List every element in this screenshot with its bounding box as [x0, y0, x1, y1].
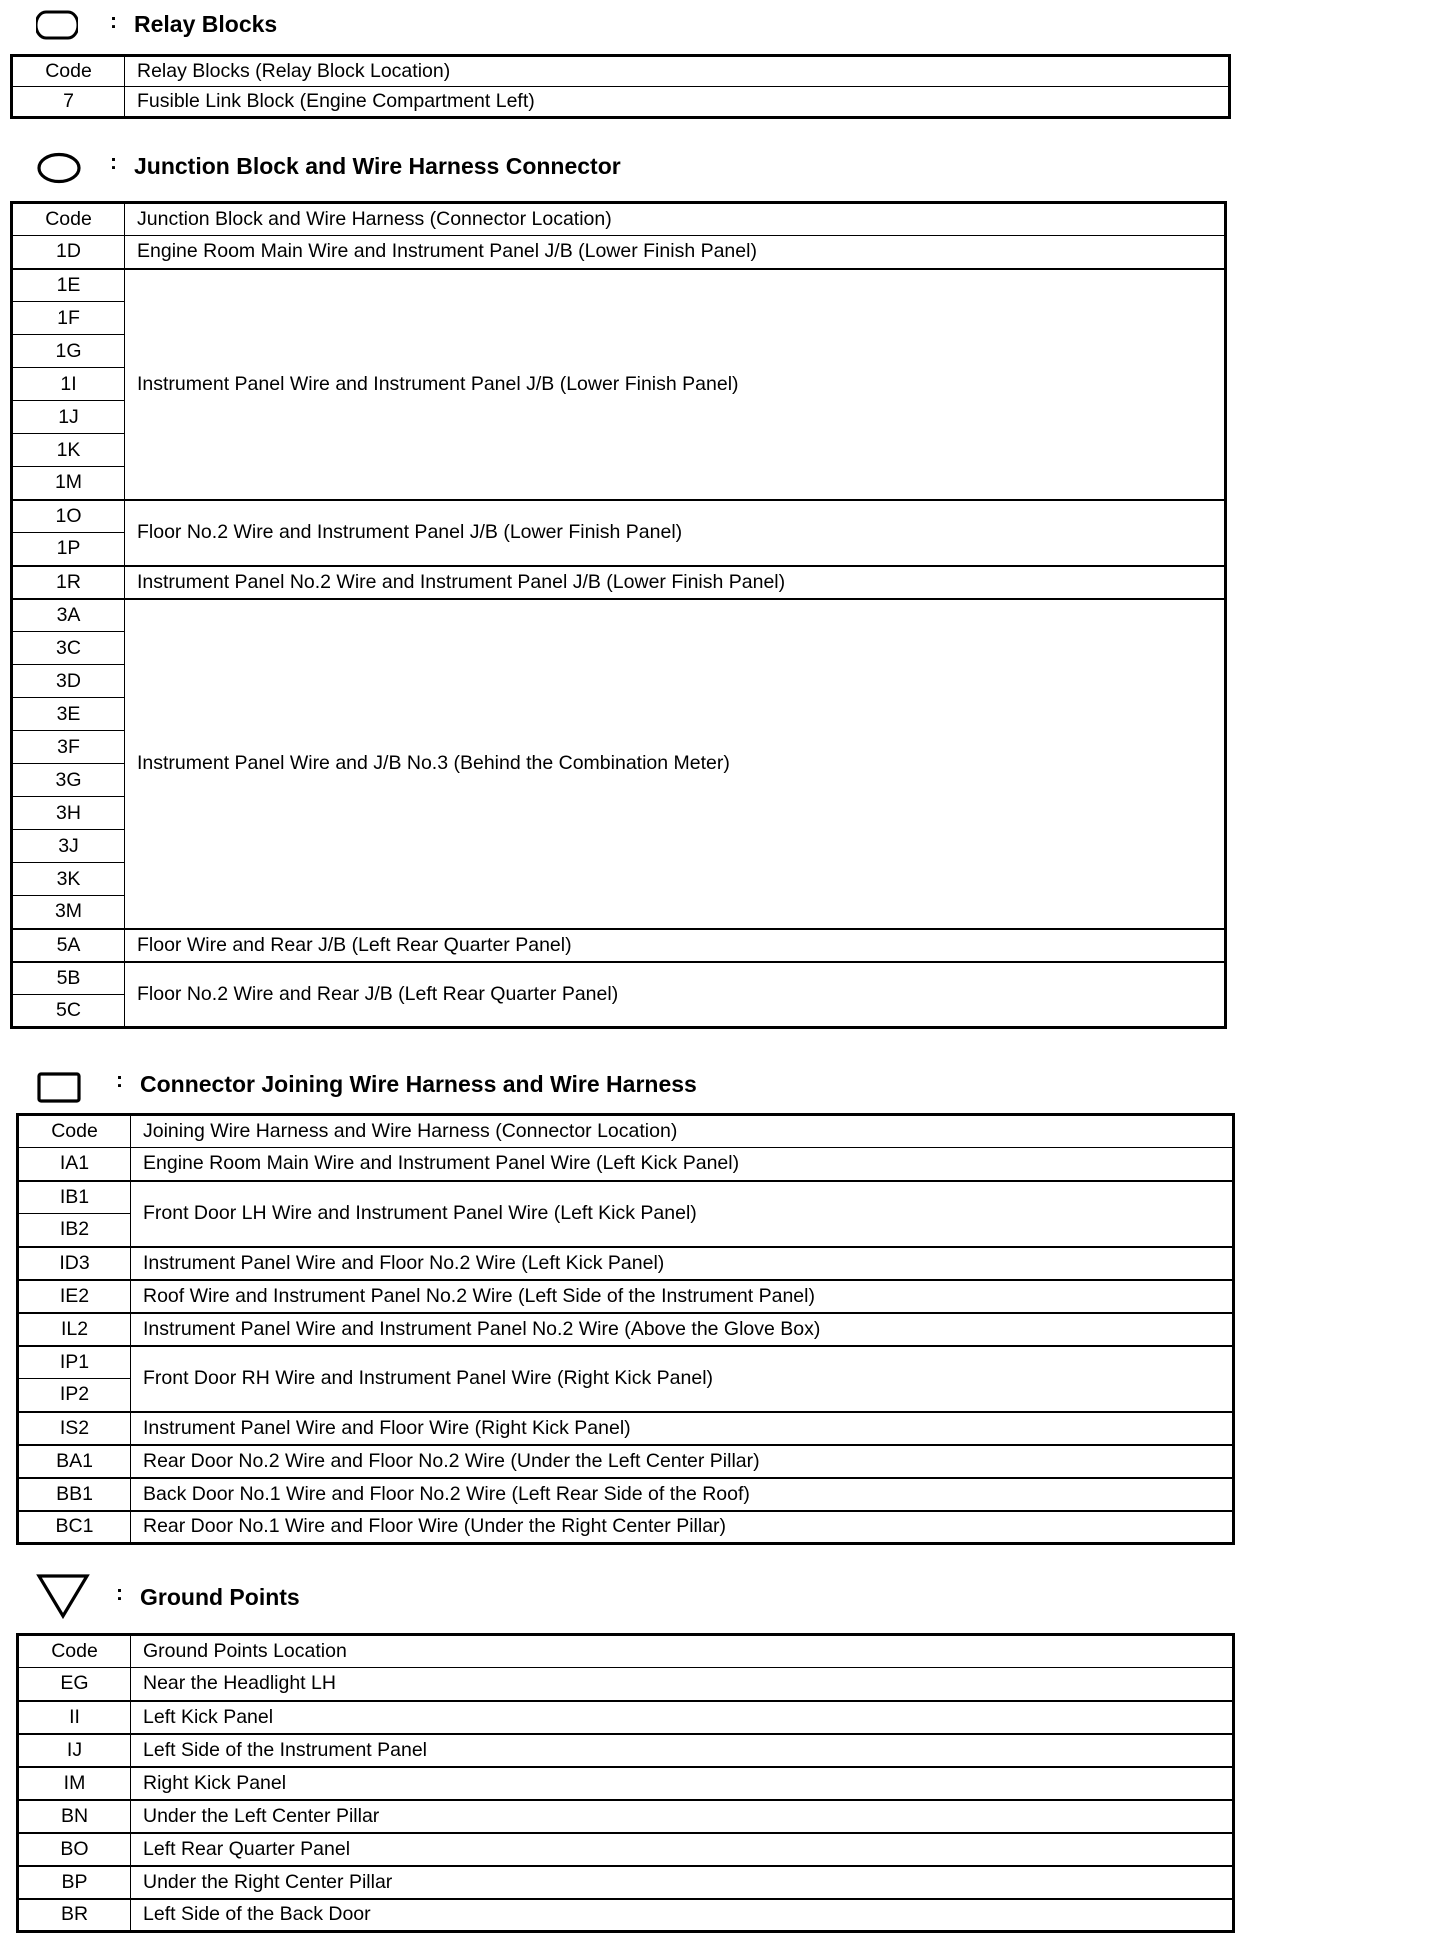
- code-cell: IS2: [18, 1412, 131, 1445]
- code-cell: IP2: [18, 1379, 131, 1412]
- ground-points-title: Ground Points: [140, 1584, 300, 1610]
- code-cell: 5A: [12, 929, 125, 962]
- code-cell: IM: [18, 1767, 131, 1800]
- relay-blocks-colon: :: [110, 10, 117, 33]
- code-cell: 3F: [12, 731, 125, 764]
- table-row: [18, 1313, 1234, 1346]
- code-cell: 1O: [12, 500, 125, 533]
- description-cell: Floor No.2 Wire and Rear J/B (Left Rear Quarter Panel): [125, 962, 1226, 1028]
- code-cell: 3D: [12, 665, 125, 698]
- table-row: [18, 1833, 1234, 1866]
- table-row: [18, 1701, 1234, 1734]
- description-cell: Right Kick Panel: [131, 1767, 1234, 1800]
- description-cell: Left Rear Quarter Panel: [131, 1833, 1234, 1866]
- ground-points-colon: :: [116, 1582, 123, 1605]
- connector-colon: :: [116, 1069, 123, 1092]
- code-cell: IJ: [18, 1734, 131, 1767]
- description-cell: Front Door RH Wire and Instrument Panel Wire (Right Kick Panel): [131, 1346, 1234, 1412]
- code-cell: 3J: [12, 830, 125, 863]
- table-row: [18, 1478, 1234, 1511]
- code-cell: 1P: [12, 533, 125, 566]
- code-cell: 3K: [12, 863, 125, 896]
- description-cell: Under the Left Center Pillar: [131, 1800, 1234, 1833]
- description-cell: Fusible Link Block (Engine Compartment Left): [125, 87, 1230, 118]
- code-cell: 3M: [12, 896, 125, 929]
- description-cell: Floor Wire and Rear J/B (Left Rear Quarter Panel): [125, 929, 1226, 962]
- table-row: [18, 1148, 1234, 1181]
- code-cell: 3C: [12, 632, 125, 665]
- code-cell: EG: [18, 1668, 131, 1701]
- table-row: [18, 1734, 1234, 1767]
- code-cell: 7: [12, 87, 125, 118]
- description-header: Ground Points Location: [131, 1635, 1234, 1668]
- description-cell: Left Side of the Back Door: [131, 1899, 1234, 1932]
- code-cell: 1D: [12, 236, 125, 269]
- junction-block-header: [0, 147, 1440, 187]
- table-row: [18, 1511, 1234, 1544]
- description-cell: Front Door LH Wire and Instrument Panel Wire (Left Kick Panel): [131, 1181, 1234, 1247]
- code-cell: 1M: [12, 467, 125, 500]
- code-cell: 1I: [12, 368, 125, 401]
- code-cell: 5B: [12, 962, 125, 995]
- code-cell: ID3: [18, 1247, 131, 1280]
- description-cell: Under the Right Center Pillar: [131, 1866, 1234, 1899]
- table-row: [12, 962, 1226, 995]
- description-cell: Instrument Panel Wire and Instrument Panel J/B (Lower Finish Panel): [125, 269, 1226, 500]
- table-row: [12, 87, 1230, 118]
- description-cell: Left Kick Panel: [131, 1701, 1234, 1734]
- code-cell: 1G: [12, 335, 125, 368]
- description-cell: Engine Room Main Wire and Instrument Panel Wire (Left Kick Panel): [131, 1148, 1234, 1181]
- description-cell: Engine Room Main Wire and Instrument Panel J/B (Lower Finish Panel): [125, 236, 1226, 269]
- table-row: [18, 1445, 1234, 1478]
- ground-points-table: [16, 1633, 1235, 1933]
- description-cell: Instrument Panel Wire and Floor No.2 Wire (Left Kick Panel): [131, 1247, 1234, 1280]
- code-cell: 3G: [12, 764, 125, 797]
- table-header-row: [18, 1115, 1234, 1148]
- table-header-row: [12, 56, 1230, 87]
- description-cell: Left Side of the Instrument Panel: [131, 1734, 1234, 1767]
- table-row: [12, 599, 1226, 632]
- description-cell: Back Door No.1 Wire and Floor No.2 Wire (Left Rear Side of the Roof): [131, 1478, 1234, 1511]
- code-cell: BP: [18, 1866, 131, 1899]
- relay-blocks-header: [0, 4, 1440, 44]
- code-cell: BC1: [18, 1511, 131, 1544]
- description-cell: Instrument Panel No.2 Wire and Instrument Panel J/B (Lower Finish Panel): [125, 566, 1226, 599]
- table-row: [18, 1800, 1234, 1833]
- code-cell: II: [18, 1701, 131, 1734]
- code-header: Code: [18, 1115, 131, 1148]
- description-cell: Rear Door No.1 Wire and Floor Wire (Under the Right Center Pillar): [131, 1511, 1234, 1544]
- table-row: [18, 1899, 1234, 1932]
- table-header-row: [12, 203, 1226, 236]
- description-cell: Instrument Panel Wire and Floor Wire (Right Kick Panel): [131, 1412, 1234, 1445]
- table-row: [12, 566, 1226, 599]
- code-header: Code: [18, 1635, 131, 1668]
- table-row: [18, 1346, 1234, 1379]
- table-header-row: [18, 1635, 1234, 1668]
- code-cell: IL2: [18, 1313, 131, 1346]
- code-cell: 3E: [12, 698, 125, 731]
- code-cell: IB1: [18, 1181, 131, 1214]
- code-header: Code: [12, 203, 125, 236]
- connector-title: Connector Joining Wire Harness and Wire Harness: [140, 1071, 697, 1097]
- description-cell: Instrument Panel Wire and J/B No.3 (Behind the Combination Meter): [125, 599, 1226, 929]
- table-row: [12, 269, 1226, 302]
- oval-icon: [36, 151, 82, 185]
- code-cell: 5C: [12, 995, 125, 1028]
- junction-block-colon: :: [110, 151, 117, 174]
- table-row: [12, 236, 1226, 269]
- code-cell: 1R: [12, 566, 125, 599]
- description-header: Junction Block and Wire Harness (Connector Location): [125, 203, 1226, 236]
- code-cell: BR: [18, 1899, 131, 1932]
- code-header: Code: [12, 56, 125, 87]
- description-header: Joining Wire Harness and Wire Harness (Connector Location): [131, 1115, 1234, 1148]
- description-cell: Floor No.2 Wire and Instrument Panel J/B (Lower Finish Panel): [125, 500, 1226, 566]
- table-row: [12, 929, 1226, 962]
- code-cell: 3A: [12, 599, 125, 632]
- code-cell: 1J: [12, 401, 125, 434]
- rectangle-icon: [36, 1071, 82, 1105]
- code-cell: 1K: [12, 434, 125, 467]
- code-cell: IB2: [18, 1214, 131, 1247]
- triangle-down-icon: [36, 1572, 90, 1620]
- rounded-oval-icon: [36, 10, 78, 40]
- table-row: [18, 1412, 1234, 1445]
- description-header: Relay Blocks (Relay Block Location): [125, 56, 1230, 87]
- table-row: [18, 1280, 1234, 1313]
- table-row: [12, 500, 1226, 533]
- code-cell: BN: [18, 1800, 131, 1833]
- table-row: [18, 1181, 1234, 1214]
- description-cell: Instrument Panel Wire and Instrument Panel No.2 Wire (Above the Glove Box): [131, 1313, 1234, 1346]
- description-cell: Near the Headlight LH: [131, 1668, 1234, 1701]
- connector-header: [0, 1065, 1440, 1105]
- table-row: [18, 1767, 1234, 1800]
- code-cell: 1F: [12, 302, 125, 335]
- code-cell: IA1: [18, 1148, 131, 1181]
- description-cell: Rear Door No.2 Wire and Floor No.2 Wire (Under the Left Center Pillar): [131, 1445, 1234, 1478]
- code-cell: BA1: [18, 1445, 131, 1478]
- code-cell: BO: [18, 1833, 131, 1866]
- table-row: [18, 1247, 1234, 1280]
- code-cell: BB1: [18, 1478, 131, 1511]
- code-cell: IE2: [18, 1280, 131, 1313]
- code-cell: IP1: [18, 1346, 131, 1379]
- junction-block-title: Junction Block and Wire Harness Connector: [134, 153, 621, 179]
- relay-blocks-table: [10, 54, 1231, 119]
- table-row: [18, 1668, 1234, 1701]
- connector-table: [16, 1113, 1235, 1545]
- junction-block-table: [10, 201, 1227, 1029]
- relay-blocks-title: Relay Blocks: [134, 11, 278, 37]
- code-cell: 1E: [12, 269, 125, 302]
- description-cell: Roof Wire and Instrument Panel No.2 Wire (Left Side of the Instrument Panel): [131, 1280, 1234, 1313]
- table-row: [18, 1866, 1234, 1899]
- code-cell: 3H: [12, 797, 125, 830]
- ground-points-header: [0, 1572, 1440, 1612]
